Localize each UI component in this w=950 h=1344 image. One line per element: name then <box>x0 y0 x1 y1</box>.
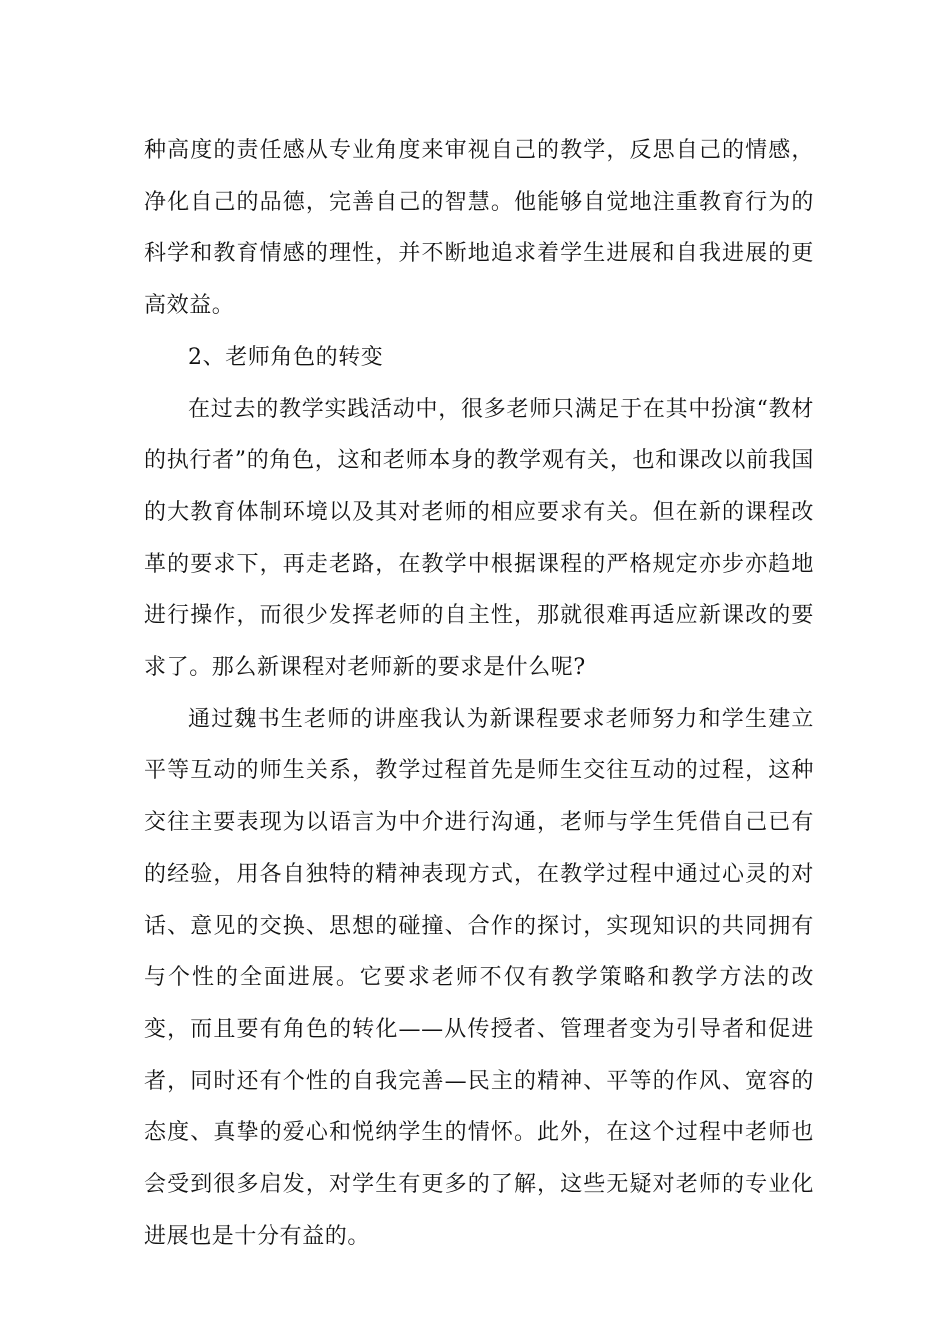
section-heading: 2、老师角色的转变 <box>188 344 384 370</box>
paragraph: 在过去的教学实践活动中，很多老师只满足于在其中扮演“教材的执行者”的角色，这和老师本身的教学观有关，也和课改以前我国的大教育体制环境以及其对老师的相应要求有关。但在新的课程改革的要求下，再走老路，在教学中根据课程的严格规定亦步亦趋地进行操作，而很少发挥老师的自主性，那就很难再适应新课改的要求了。那么新课程对老师新的要求是什么呢? <box>144 396 814 681</box>
document-body <box>144 125 814 1262</box>
paragraph-continuation: 种高度的责任感从专业角度来审视自己的教学，反思自己的情感，净化自己的品德，完善自己的智慧。他能够自觉地注重教育行为的科学和教育情感的理性，并不断地追求着学生进展和自我进展的更高效益。 <box>144 138 814 319</box>
paragraph: 通过魏书生老师的讲座我认为新课程要求老师努力和学生建立平等互动的师生关系，教学过程首先是师生交往互动的过程，这种交往主要表现为以语言为中介进行沟通，老师与学生凭借自己已有的经验，用各自独特的精神表现方式，在教学过程中通过心灵的对话、意见的交换、思想的碰撞、合作的探讨，实现知识的共同拥有与个性的全面进展。它要求老师不仅有教学策略和教学方法的改变，而且要有角色的转化——从传授者、管理者变为引导者和促进者，同时还有个性的自我完善—民主的精神、平等的作风、宽容的态度、真挚的爱心和悦纳学生的情怀。此外，在这个过程中老师也会受到很多启发，对学生有更多的了解，这些无疑对老师的专业化进展也是十分有益的。 <box>144 706 814 1249</box>
